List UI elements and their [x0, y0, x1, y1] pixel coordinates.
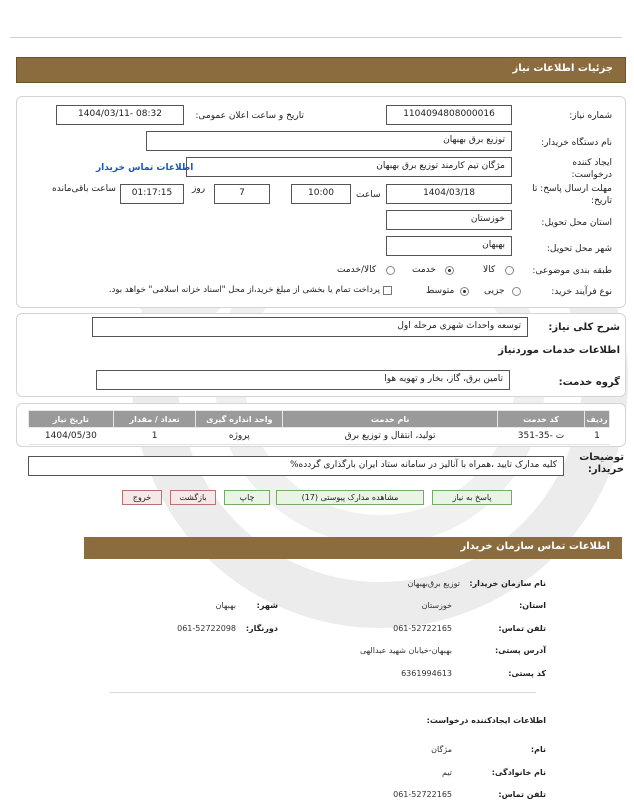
col-header-qty: تعداد / مقدار	[113, 411, 196, 428]
table-row	[29, 428, 610, 445]
process-option-minor: جزیی	[484, 286, 505, 296]
treasury-payment-checkbox[interactable]	[383, 286, 392, 295]
buyer-org-label: نام دستگاه خریدار:	[541, 138, 612, 148]
city-field: بهبهان	[386, 236, 512, 256]
creator-first-name-label: نام:	[530, 745, 546, 754]
creator-phone-label: تلفن تماس:	[498, 790, 546, 799]
exit-button[interactable]: خروج	[122, 490, 162, 505]
page-title: جزئیات اطلاعات نیاز	[512, 63, 613, 74]
process-radio-medium[interactable]	[460, 287, 469, 296]
attachments-button[interactable]: مشاهده مدارک پیوستی (17)	[276, 490, 424, 505]
buyer-contact-link[interactable]: اطلاعات تماس خریدار	[96, 163, 194, 173]
category-option-goods: کالا	[483, 265, 496, 275]
treasury-payment-note: پرداخت تمام یا بخشی از مبلغ خرید،از محل "اسناد خزانه اسلامی" خواهد بود.	[108, 285, 380, 295]
contact-address-value: بهبهان-خیابان شهید عبدالهی	[359, 646, 452, 655]
deadline-time-label: ساعت	[356, 190, 381, 200]
deadline-time-field: 10:00	[291, 184, 351, 204]
service-group-field: تامین برق، گاز، بخار و تهویه هوا	[96, 370, 510, 390]
buyer-notes-field: کلیه مدارک تایید ،همراه با آنالیز در سامانه ستاد ایران بارگذاری گردده%	[28, 456, 564, 476]
back-button[interactable]: بازگشت	[170, 490, 216, 505]
summary-field: توسعه واحداث شهری مرحله اول	[92, 317, 528, 337]
contact-province-value: خوزستان	[421, 601, 452, 610]
category-radio-service[interactable]	[445, 266, 454, 275]
contact-org-label: نام سازمان خریدار:	[469, 579, 546, 588]
creator-label: ایجاد کننده درخواست:	[571, 158, 612, 180]
creator-info-title: اطلاعات ایجادکننده درخواست:	[426, 716, 546, 725]
province-label: استان محل تحویل:	[541, 218, 612, 228]
contact-section-title: اطلاعات تماس سازمان خریدار	[460, 541, 610, 552]
contact-fax-label: دورنگار:	[245, 624, 278, 633]
need-number-field: 1104094808000016	[386, 105, 512, 125]
contact-address-label: آدرس پستی:	[495, 646, 546, 655]
print-button[interactable]: چاپ	[224, 490, 270, 505]
services-section-title: اطلاعات خدمات موردنیاز	[498, 345, 620, 356]
contact-org-value: توزیع برق‌بهبهان	[407, 579, 460, 588]
cell-row: 1	[584, 428, 609, 445]
col-header-row: ردیف	[584, 411, 609, 428]
category-radio-both[interactable]	[386, 266, 395, 275]
creator-last-name-value: تیم	[442, 768, 452, 777]
remaining-time-field: 01:17:15	[120, 184, 184, 204]
reply-button[interactable]: پاسخ به نیاز	[432, 490, 512, 505]
page-header	[16, 57, 626, 83]
cell-unit: پروژه	[196, 428, 283, 445]
need-number-label: شماره نیاز:	[569, 111, 612, 121]
contact-province-label: استان:	[519, 601, 546, 610]
category-option-service: خدمت	[412, 265, 436, 275]
summary-label: شرح کلی نیاز:	[548, 322, 620, 333]
buyer-notes-label: توضیحات خریدار:	[579, 452, 624, 475]
contact-city-value: بهبهان	[215, 601, 236, 610]
contact-phone-label: تلفن تماس:	[498, 624, 546, 633]
process-option-medium: متوسط	[426, 286, 455, 296]
cell-code: ت -35-351	[498, 428, 585, 445]
days-field: 7	[214, 184, 270, 204]
remaining-time-label: ساعت باقی‌مانده	[52, 184, 116, 194]
creator-phone-value: 061-52722165	[393, 790, 452, 799]
deadline-date-field: 1404/03/18	[386, 184, 512, 204]
contact-postal-label: کد پستی:	[508, 669, 546, 678]
col-header-name: نام خدمت	[283, 411, 498, 428]
province-field: خوزستان	[386, 210, 512, 230]
contact-section-header	[84, 537, 622, 559]
service-group-label: گروه خدمت:	[558, 377, 620, 388]
contact-postal-value: 6361994613	[401, 669, 452, 678]
buyer-org-field: توزیع برق بهبهان	[146, 131, 512, 151]
announce-date-field: 1404/03/11- 08:32	[56, 105, 184, 125]
cell-name: تولید، انتقال و توزیع برق	[283, 428, 498, 445]
cell-qty: 1	[113, 428, 196, 445]
creator-last-name-label: نام خانوادگی:	[491, 768, 546, 777]
city-label: شهر محل تحویل:	[546, 244, 612, 254]
category-label: طبقه بندی موضوعی:	[532, 266, 612, 276]
col-header-date: تاریخ نیاز	[29, 411, 114, 428]
days-label: روز	[192, 184, 206, 194]
contact-fax-value: 061-52722098	[177, 624, 236, 633]
contact-phone-value: 061-52722165	[393, 624, 452, 633]
creator-field: مژگان تیم کارمند توزیع برق بهبهان	[186, 157, 512, 177]
category-radio-goods[interactable]	[505, 266, 514, 275]
process-radio-minor[interactable]	[512, 287, 521, 296]
top-divider	[10, 37, 622, 38]
announce-date-label: تاریخ و ساعت اعلان عمومی:	[195, 111, 304, 121]
deadline-label: مهلت ارسال پاسخ: تا تاریخ:	[532, 184, 612, 206]
category-option-both: کالا/خدمت	[337, 265, 377, 275]
cell-date: 1404/05/30	[29, 428, 114, 445]
col-header-unit: واحد اندازه گیری	[196, 411, 283, 428]
contact-divider	[110, 692, 536, 693]
col-header-code: کد خدمت	[498, 411, 585, 428]
contact-city-label: شهر:	[256, 601, 278, 610]
process-label: نوع فرآیند خرید:	[551, 287, 612, 297]
items-table	[28, 410, 610, 445]
creator-first-name-value: مژگان	[431, 745, 452, 754]
items-table-header	[29, 411, 610, 428]
